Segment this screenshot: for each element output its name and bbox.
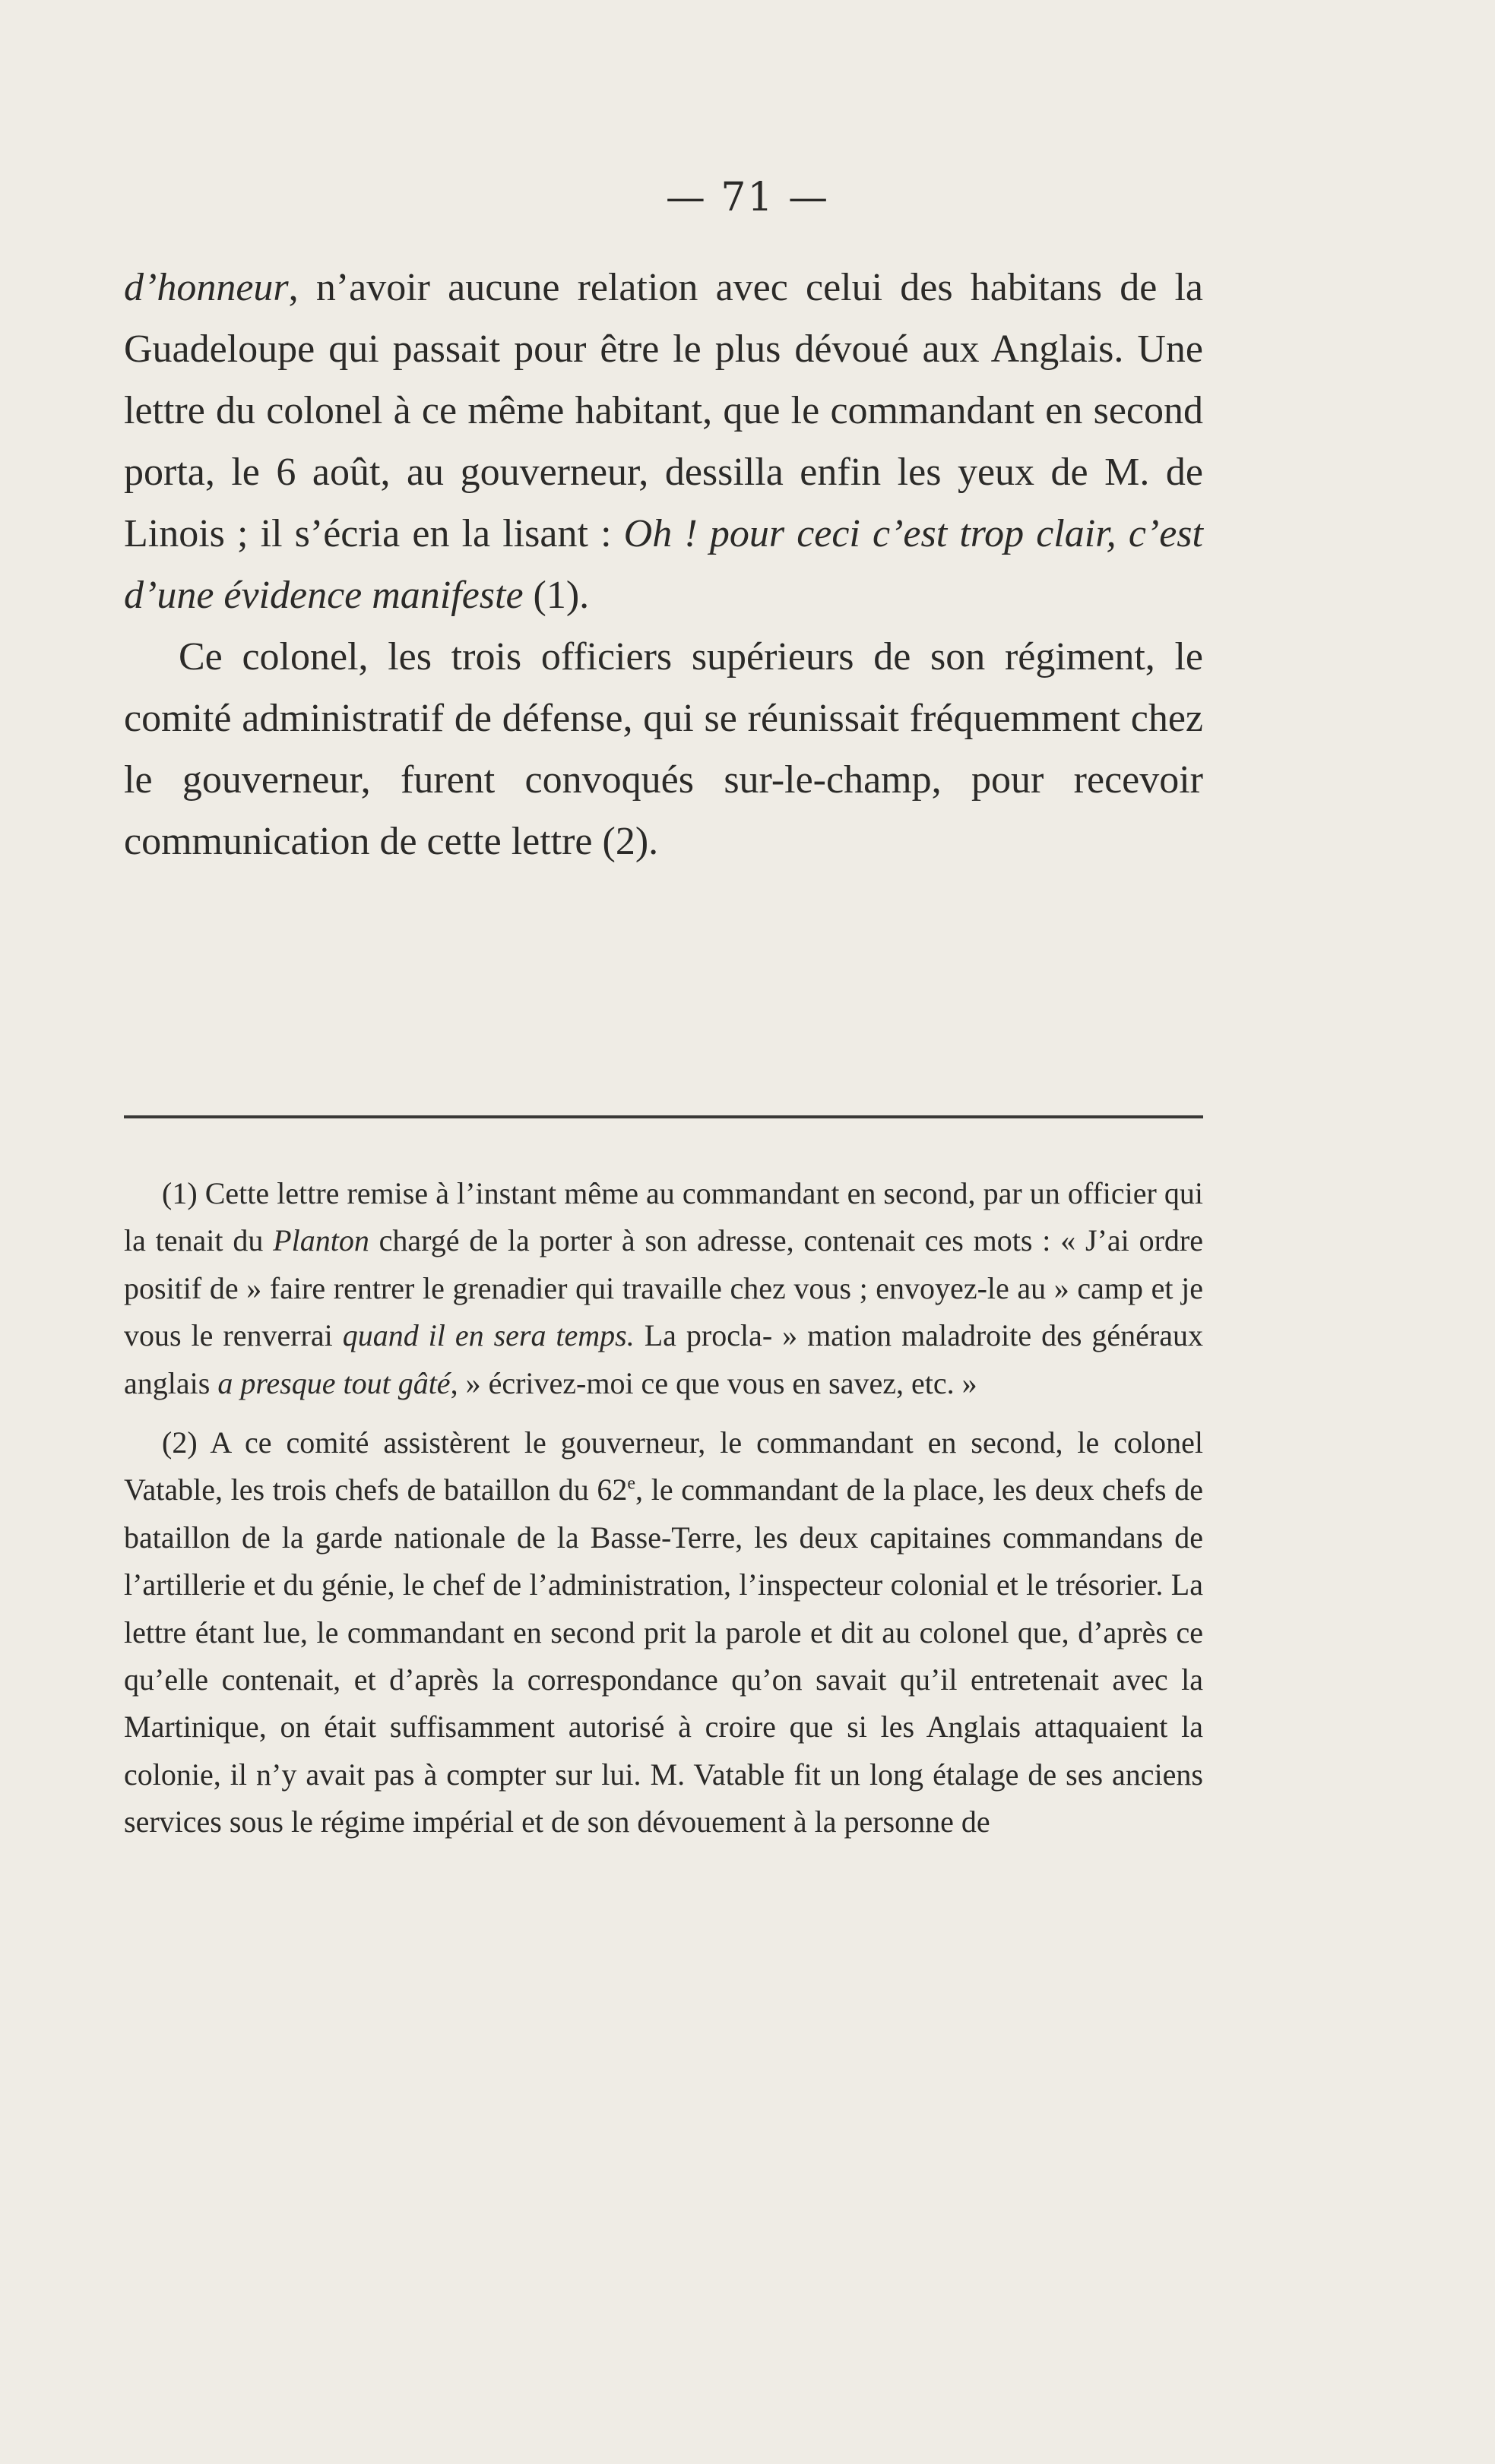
text-segment: a presque tout gâté <box>217 1365 451 1400</box>
main-paragraph <box>124 626 1203 872</box>
text-segment: (1) Cette lettre remise à l’instant même au commandant en second, par un officier qui la tenait du <box>124 1176 1203 1258</box>
text-segment: Planton <box>273 1223 369 1258</box>
text-segment: (2) A ce comité assistèrent le gouverneur, le commandant en second, le colonel Vatable, les trois chefs de bataillon du 62 <box>124 1425 1203 1507</box>
text-segment: , » écrivez-moi ce que vous en savez, etc. » <box>450 1365 977 1400</box>
main-text <box>124 257 1203 872</box>
footnotes <box>124 1170 1203 1858</box>
text-segment: Ce colonel, les trois officiers supérieurs de son régiment, le comité administratif de défense, qui se réunissait fréquemment chez le gouverneur, furent convoqués sur-le-champ, pour recevoir communication de cette lettre (2). <box>124 635 1203 863</box>
page-number: — 71 — <box>665 175 830 220</box>
text-segment: La procla- » mation maladroite des généraux anglais <box>124 1318 1204 1400</box>
text-segment: , le commandant de la place, les deux chefs de bataillon de la garde nationale de la Basse-Terre, les deux capitaines commandans de l’artillerie et du génie, le chef de l’administration, l’inspecteur colonial et le trésorier. La lettre étant lue, le commandant en second prit la parole et dit au colonel que, d’après ce qu’elle contenait, et d’après la correspondance qu’on savait qu’il entretenait avec la Martinique, on était suffisamment autorisé à croire que si les Anglais attaquaient la colonie, il n’y avait pas à compter sur lui. M. Vatable fit un long étalage de ses anciens services sous le régime impérial et de son dévouement à la personne de <box>124 1472 1203 1839</box>
text-segment: e <box>627 1474 636 1495</box>
text-segment: , n’avoir aucune relation avec celui des habitans de la Guadeloupe qui passait pour être le plus dévoué aux Anglais. Une lettre du colonel à ce même habitant, que le commandant en second porta, le 6 août, au gouverneur, dessilla enfin les yeux de M. de Linois ; il s’écria en la lisant : <box>124 266 1203 555</box>
text-segment: d’honneur <box>124 266 289 309</box>
main-paragraph <box>124 257 1203 626</box>
text-segment: quand il en sera temps. <box>342 1318 635 1353</box>
text-segment: chargé de la porter à son adresse, contenait ces mots : « J’ai ordre positif de » faire rentrer le grenadier qui travaille chez vous ; envoyez-le au » camp et je vous le renverrai <box>124 1223 1203 1353</box>
footnote <box>124 1170 1203 1407</box>
footnote-divider <box>124 1115 1203 1118</box>
footnote <box>124 1419 1203 1846</box>
text-segment: (1). <box>523 574 590 617</box>
text-segment: Oh ! pour ceci c’est trop clair, c’est d’une évidence manifeste <box>124 512 1203 617</box>
